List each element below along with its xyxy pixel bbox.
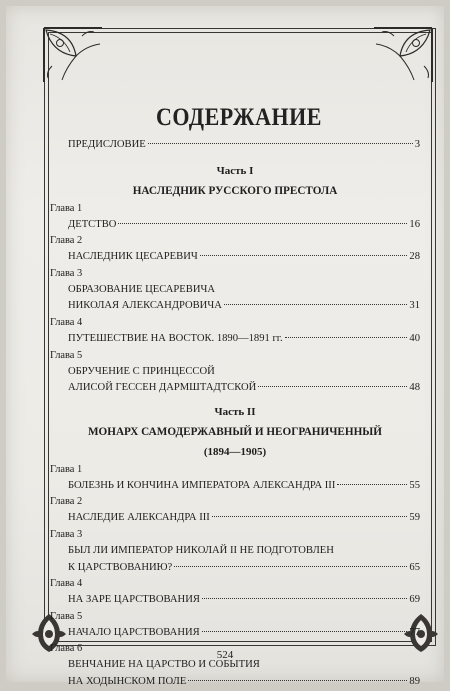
part-title: НАСЛЕДНИК РУССКОГО ПРЕСТОЛА [132,184,338,197]
dot-leader [224,304,408,305]
toc-entry-title: НАСЛЕДНИК ЦЕСАРЕВИЧ [68,251,198,263]
corner-ornament-top-right [372,26,434,84]
toc-page-number: 3 [414,139,420,150]
toc-entry-title: К ЦАРСТВОВАНИЮ? [68,561,173,573]
toc-entry [50,380,420,397]
toc-entry [50,560,420,577]
chapter-label: Глава 2 [50,496,83,508]
toc-entry-title: АЛИСОЙ ГЕССЕН ДАРМШТАДТСКОЙ [68,382,257,394]
toc-entry [50,298,420,315]
dot-leader [202,598,407,599]
book-page [6,6,444,687]
toc-entry-preface [50,137,420,154]
chapter-label: Глава 5 [50,349,83,361]
toc-page-number: 40 [409,332,420,344]
toc-entry-title: НАЧАЛО ЦАРСТВОВАНИЯ [68,626,200,638]
part-title: МОНАРХ САМОДЕРЖАВНЫЙ И НЕОГРАНИЧЕННЫЙ [88,425,382,438]
toc-entry [50,592,420,609]
chapter-label: Глава 2 [50,235,83,247]
corner-ornament-top-left [42,26,104,84]
toc-entry-title: НИКОЛАЯ АЛЕКСАНДРОВИЧА [68,300,222,312]
toc-page-number: 55 [409,479,420,491]
toc-page-number: 77 [409,626,420,638]
toc-page-number: 48 [409,382,420,394]
part-label: Часть I [216,164,254,177]
chapter-label: Глава 3 [50,267,83,279]
toc-page-number: 59 [409,512,420,524]
toc-entry-title: БОЛЕЗНЬ И КОНЧИНА ИМПЕРАТОРА АЛЕКСАНДРА III [68,479,336,491]
dot-leader [174,566,407,567]
dot-leader [337,484,407,485]
toc-entry [50,217,420,234]
dot-leader [118,223,407,224]
toc-entry-title-line: ВЕНЧАНИЕ НА ЦАРСТВО И СОБЫТИЯ [68,659,260,671]
toc-entry-title: ПРЕДИСЛОВИЕ [68,139,146,150]
toc-entry [50,249,420,266]
toc-entry-title-line: ОБРАЗОВАНИЕ ЦЕСАРЕВИЧА [68,283,216,295]
dot-leader [148,143,413,144]
toc-entry-title: ДЕТСТВО [68,218,117,230]
toc-entry-title: НА ЗАРЕ ЦАРСТВОВАНИЯ [68,594,200,606]
chapter-label: Глава 6 [50,643,83,655]
dot-leader [212,516,408,517]
table-of-contents [50,137,420,691]
toc-page-number: 69 [409,594,420,606]
toc-entry [50,625,420,642]
toc-entry [50,674,420,691]
toc-entry [50,331,420,348]
toc-page-number: 65 [409,561,420,573]
dot-leader [188,680,407,681]
toc-page-number: 16 [409,218,420,230]
part-years: (1894—1905) [203,445,267,458]
page-number: 524 [216,649,234,661]
toc-entry-title-line: БЫЛ ЛИ ИМПЕРАТОР НИКОЛАЙ II НЕ ПОДГОТОВЛЕН [68,544,334,556]
chapter-label: Глава 1 [50,202,83,214]
page-title: СОДЕРЖАНИЕ [156,102,322,131]
toc-entry-title: ПУТЕШЕСТВИЕ НА ВОСТОК. 1890—1891 гг. [68,332,283,344]
chapter-label: Глава 4 [50,578,83,590]
toc-page-number: 31 [409,300,420,312]
chapter-label: Глава 5 [50,610,83,622]
toc-page-number: 28 [409,251,420,263]
toc-entry-title-line: ОБРУЧЕНИЕ С ПРИНЦЕССОЙ [68,365,215,377]
toc-entry [50,478,420,495]
chapter-label: Глава 4 [50,316,83,328]
dot-leader [200,255,408,256]
chapter-label: Глава 1 [50,463,83,475]
toc-entry [50,510,420,527]
dot-leader [202,631,408,632]
chapter-label: Глава 3 [50,528,83,540]
toc-page-number: 89 [409,675,420,687]
toc-entry-title: НА ХОДЫНСКОМ ПОЛЕ [68,675,187,687]
dot-leader [258,386,407,387]
dot-leader [285,337,408,338]
toc-entry-title: НАСЛЕДИЕ АЛЕКСАНДРА III [68,512,210,524]
part-label: Часть II [214,405,256,418]
